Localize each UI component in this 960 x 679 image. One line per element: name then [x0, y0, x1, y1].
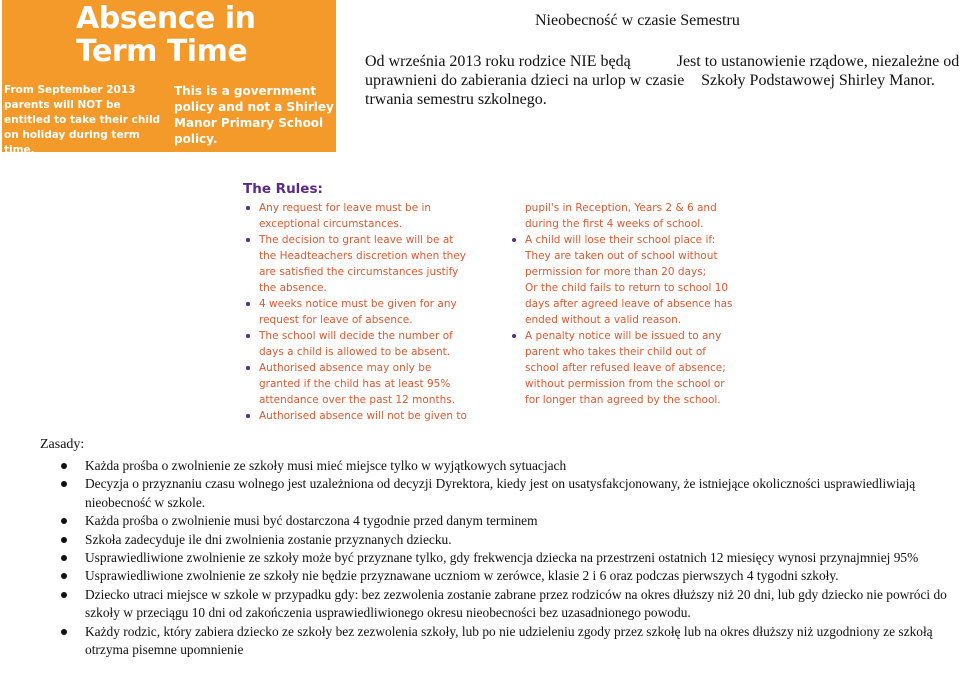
- rules-line: ended without a valid reason.: [525, 314, 682, 326]
- rules-line: days a child is allowed to be absent.: [259, 346, 451, 358]
- rules-column-left: [243, 200, 467, 424]
- rules-heading: The Rules:: [243, 181, 323, 197]
- list-item: [40, 531, 958, 549]
- zasady-list: [40, 457, 958, 659]
- list-item-text: Każdy rodzic, który zabiera dziecko ze szkoły bez zezwolenia szkoły, lub po nie udzieleniu zgody przez szkołę lub na okres dłuższy niż uzgodniony ze szkołą otrzyma pisemne upomnienie: [85, 623, 933, 658]
- bullet-icon: [61, 481, 67, 487]
- rules-column-right: [509, 200, 733, 408]
- rules-line: are satisfied the circumstances justify: [259, 266, 459, 278]
- poster-title: [76, 2, 255, 68]
- poster-title-line-1: Absence in: [76, 1, 256, 36]
- rules-line: parent who takes their child out of: [525, 346, 707, 358]
- bullet-icon: [61, 629, 67, 635]
- rules-line: request for leave of absence.: [259, 314, 413, 326]
- rules-line: Or the child fails to return to school 10: [525, 282, 729, 294]
- rules-line: school after refused leave of absence;: [525, 362, 726, 374]
- rules-line: granted if the child has at least 95%: [259, 378, 451, 390]
- bullet-icon: [61, 463, 67, 469]
- rules-line: the absence.: [259, 282, 327, 294]
- intro-paragraph-left: Od września 2013 roku rodzice NIE będą uprawnieni do zabierania dzieci na urlop w czasie trwania semestru szkolnego.: [365, 53, 685, 108]
- bullet-icon: [61, 592, 67, 598]
- rules-line: days after agreed leave of absence has: [525, 298, 733, 310]
- rules-line: A child will lose their school place if:: [509, 232, 733, 248]
- absence-poster-banner: [2, 0, 336, 156]
- poster-right-note: This is a government policy and not a Shirley Manor Primary School policy.: [174, 84, 334, 146]
- list-item-text: Decyzja o przyznaniu czasu wolnego jest uzależniona od decyzji Dyrektora, kiedy jest on usatysfakcjonowany, że istniejące okoliczności usprawiedliwiają nieobecność w szkole.: [85, 476, 916, 510]
- rules-line: 4 weeks notice must be given for any: [243, 296, 467, 312]
- list-item-text: Usprawiedliwione zwolnienie ze szkoły może być przyznane tylko, gdy frekwencja dziecka na przestrzeni ostatnich 12 miesięcy wynosi przynajmniej 95%: [85, 550, 919, 566]
- rules-line: attendance over the past 12 months.: [259, 394, 456, 406]
- rules-image-panel: [237, 178, 733, 432]
- bullet-icon: [61, 537, 67, 543]
- bullet-icon: [61, 573, 67, 579]
- list-item: [40, 512, 958, 530]
- rules-line: They are taken out of school without: [525, 250, 718, 262]
- list-item-text: Każda prośba o zwolnienie ze szkoły musi mieć miejsce tylko w wyjątkowych sytuacjach: [85, 458, 567, 473]
- rules-line: pupil's in Reception, Years 2 & 6 and: [525, 202, 717, 214]
- list-item: [40, 623, 958, 660]
- list-item: [40, 549, 958, 567]
- rules-line: The decision to grant leave will be at: [243, 232, 467, 248]
- list-item-text: Dziecko utraci miejsce w szkole w przypadku gdy: bez zezwolenia zostanie zabrane przez rodziców na okres dłuższy niż 20 dni, lub gdy dziecko nie powróci do szkoły w przeciągu 10 dni od zakończenia usprawiedliwionego okresu nieobecności bez uzasadnionego powodu.: [85, 586, 947, 621]
- poster-left-note: From September 2013 parents will NOT be entitled to take their child on holiday during term time.: [4, 84, 161, 156]
- list-item: [40, 586, 958, 623]
- list-item: [40, 475, 958, 512]
- rules-line: during the first 4 weeks of school.: [525, 218, 704, 230]
- rules-line: the Headteachers discretion when they: [259, 250, 467, 262]
- list-item: [40, 457, 958, 475]
- rules-line: without permission from the school or: [525, 378, 725, 390]
- list-item-text: Każda prośba o zwolnienie musi być dostarczona 4 tygodnie przed danym terminem: [85, 513, 538, 529]
- list-item: [40, 567, 958, 585]
- bullet-icon: [61, 518, 67, 524]
- rules-line: permission for more than 20 days;: [525, 266, 707, 278]
- rules-line: A penalty notice will be issued to any: [509, 328, 733, 344]
- rules-line: Authorised absence may only be: [243, 360, 467, 376]
- poster-title-line-2: Term Time: [76, 34, 248, 69]
- rules-line: exceptional circumstances.: [259, 218, 403, 230]
- rules-line: The school will decide the number of: [243, 328, 467, 344]
- document-title: Nieobecność w czasie Semestru: [535, 12, 740, 29]
- list-item-text: Usprawiedliwione zwolnienie ze szkoły nie będzie przyznawane uczniom w zerówce, klasie 2 i 6 oraz podczas pierwszych 4 tygodni szkoły.: [85, 568, 839, 584]
- rules-line: Any request for leave must be in: [243, 200, 467, 216]
- zasady-label: Zasady:: [40, 437, 85, 452]
- intro-paragraph-right: Jest to ustanowienie rządowe, niezależne od Szkoły Podstawowej Shirley Manor.: [676, 53, 960, 89]
- bullet-icon: [61, 555, 67, 561]
- rules-line: Authorised absence will not be given to: [243, 408, 467, 424]
- list-item-text: Szkoła zadecyduje ile dni zwolnienia zostanie przyznanych dziecku.: [85, 531, 452, 547]
- rules-line: for longer than agreed by the school.: [525, 394, 721, 406]
